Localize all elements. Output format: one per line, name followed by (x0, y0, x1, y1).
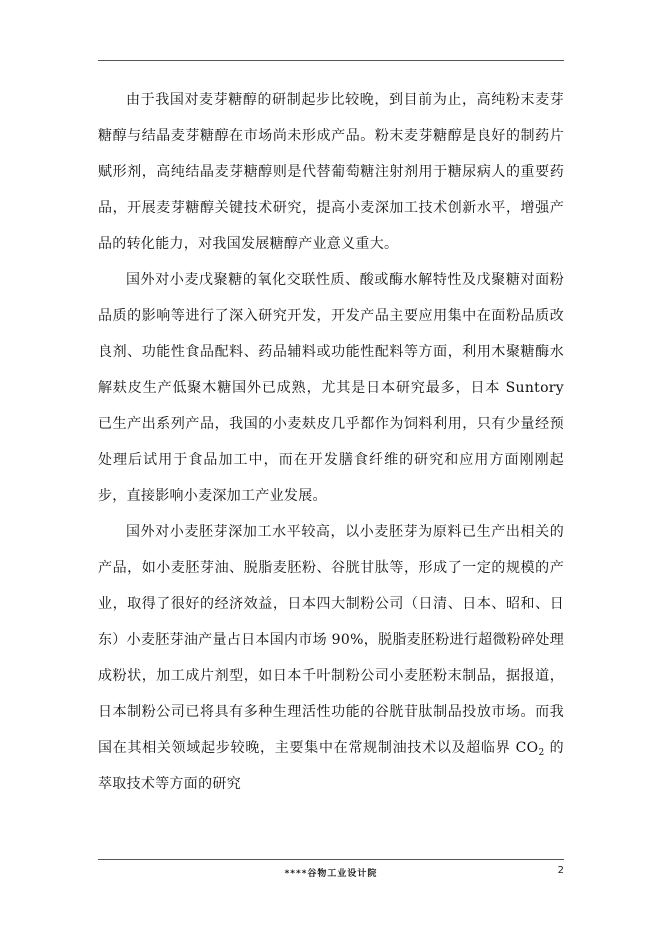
document-body (98, 82, 564, 802)
header-rule (98, 60, 564, 61)
page-number: 2 (557, 865, 564, 876)
co2-subscript: 2 (538, 748, 545, 758)
paragraph-wheat-germ-text: 国外对小麦胚芽深加工水平较高，以小麦胚芽为原料已生产出相关的产品，如小麦胚芽油、脱脂麦胚粉、谷胱甘肽等，形成了一定的规模的产业，取得了很好的经济效益，日本四大制粉公司（日清、日本、昭和、日东）小麦胚芽油产量占日本国内市场 90%，脱脂麦胚粉进行超微粉碎处理成粉状，加工成片剂型，如日本千叶制粉公司小麦胚粉末制品，据报道，日本制粉公司已将具有多种生理活性功能的谷胱苷肽制品投放市场。而我国在其相关领域起步较晚，主要集中在常规制油技术以及超临界 (98, 524, 564, 756)
paragraph-pentosan: 国外对小麦戊聚糖的氧化交联性质、酸或酶水解特性及戊聚糖对面粉品质的影响等进行了深入研究开发，开发产品主要应用集中在面粉品质改良剂、功能性食品配料、药品辅料或功能性配料等方面，利用木聚糖酶水解麸皮生产低聚木糖国外已成熟，尤其是日本研究最多，日本 Suntory 已生产出系列产品，我国的小麦麸皮几乎都作为饲料利用，只有少量经预处理后试用于食品加工中，而在开发膳食纤维的研究和应用方面刚刚起步，直接影响小麦深加工产业发展。 (98, 272, 564, 504)
co2-base: CO (515, 740, 539, 756)
footer-institute: ****谷物工业设计院 (284, 869, 378, 879)
paragraph-maltitol: 由于我国对麦芽糖醇的研制起步比较晚，到目前为止，高纯粉末麦芽糖醇与结晶麦芽糖醇在市场尚未形成产品。粉末麦芽糖醇是良好的制药片赋形剂，高纯结晶麦芽糖醇则是代替葡萄糖注射剂用于糖尿病人的重要药品，开展麦芽糖醇关键技术研究，提高小麦深加工技术创新水平，增强产品的转化能力，对我国发展糖醇产业意义重大。 (98, 92, 564, 252)
footer-rule (98, 859, 564, 860)
co2-formula (516, 740, 545, 756)
paragraph-wheat-germ-tail: 的萃取技术等方面的研究 (98, 740, 564, 792)
paragraph-wheat-germ (98, 514, 564, 802)
